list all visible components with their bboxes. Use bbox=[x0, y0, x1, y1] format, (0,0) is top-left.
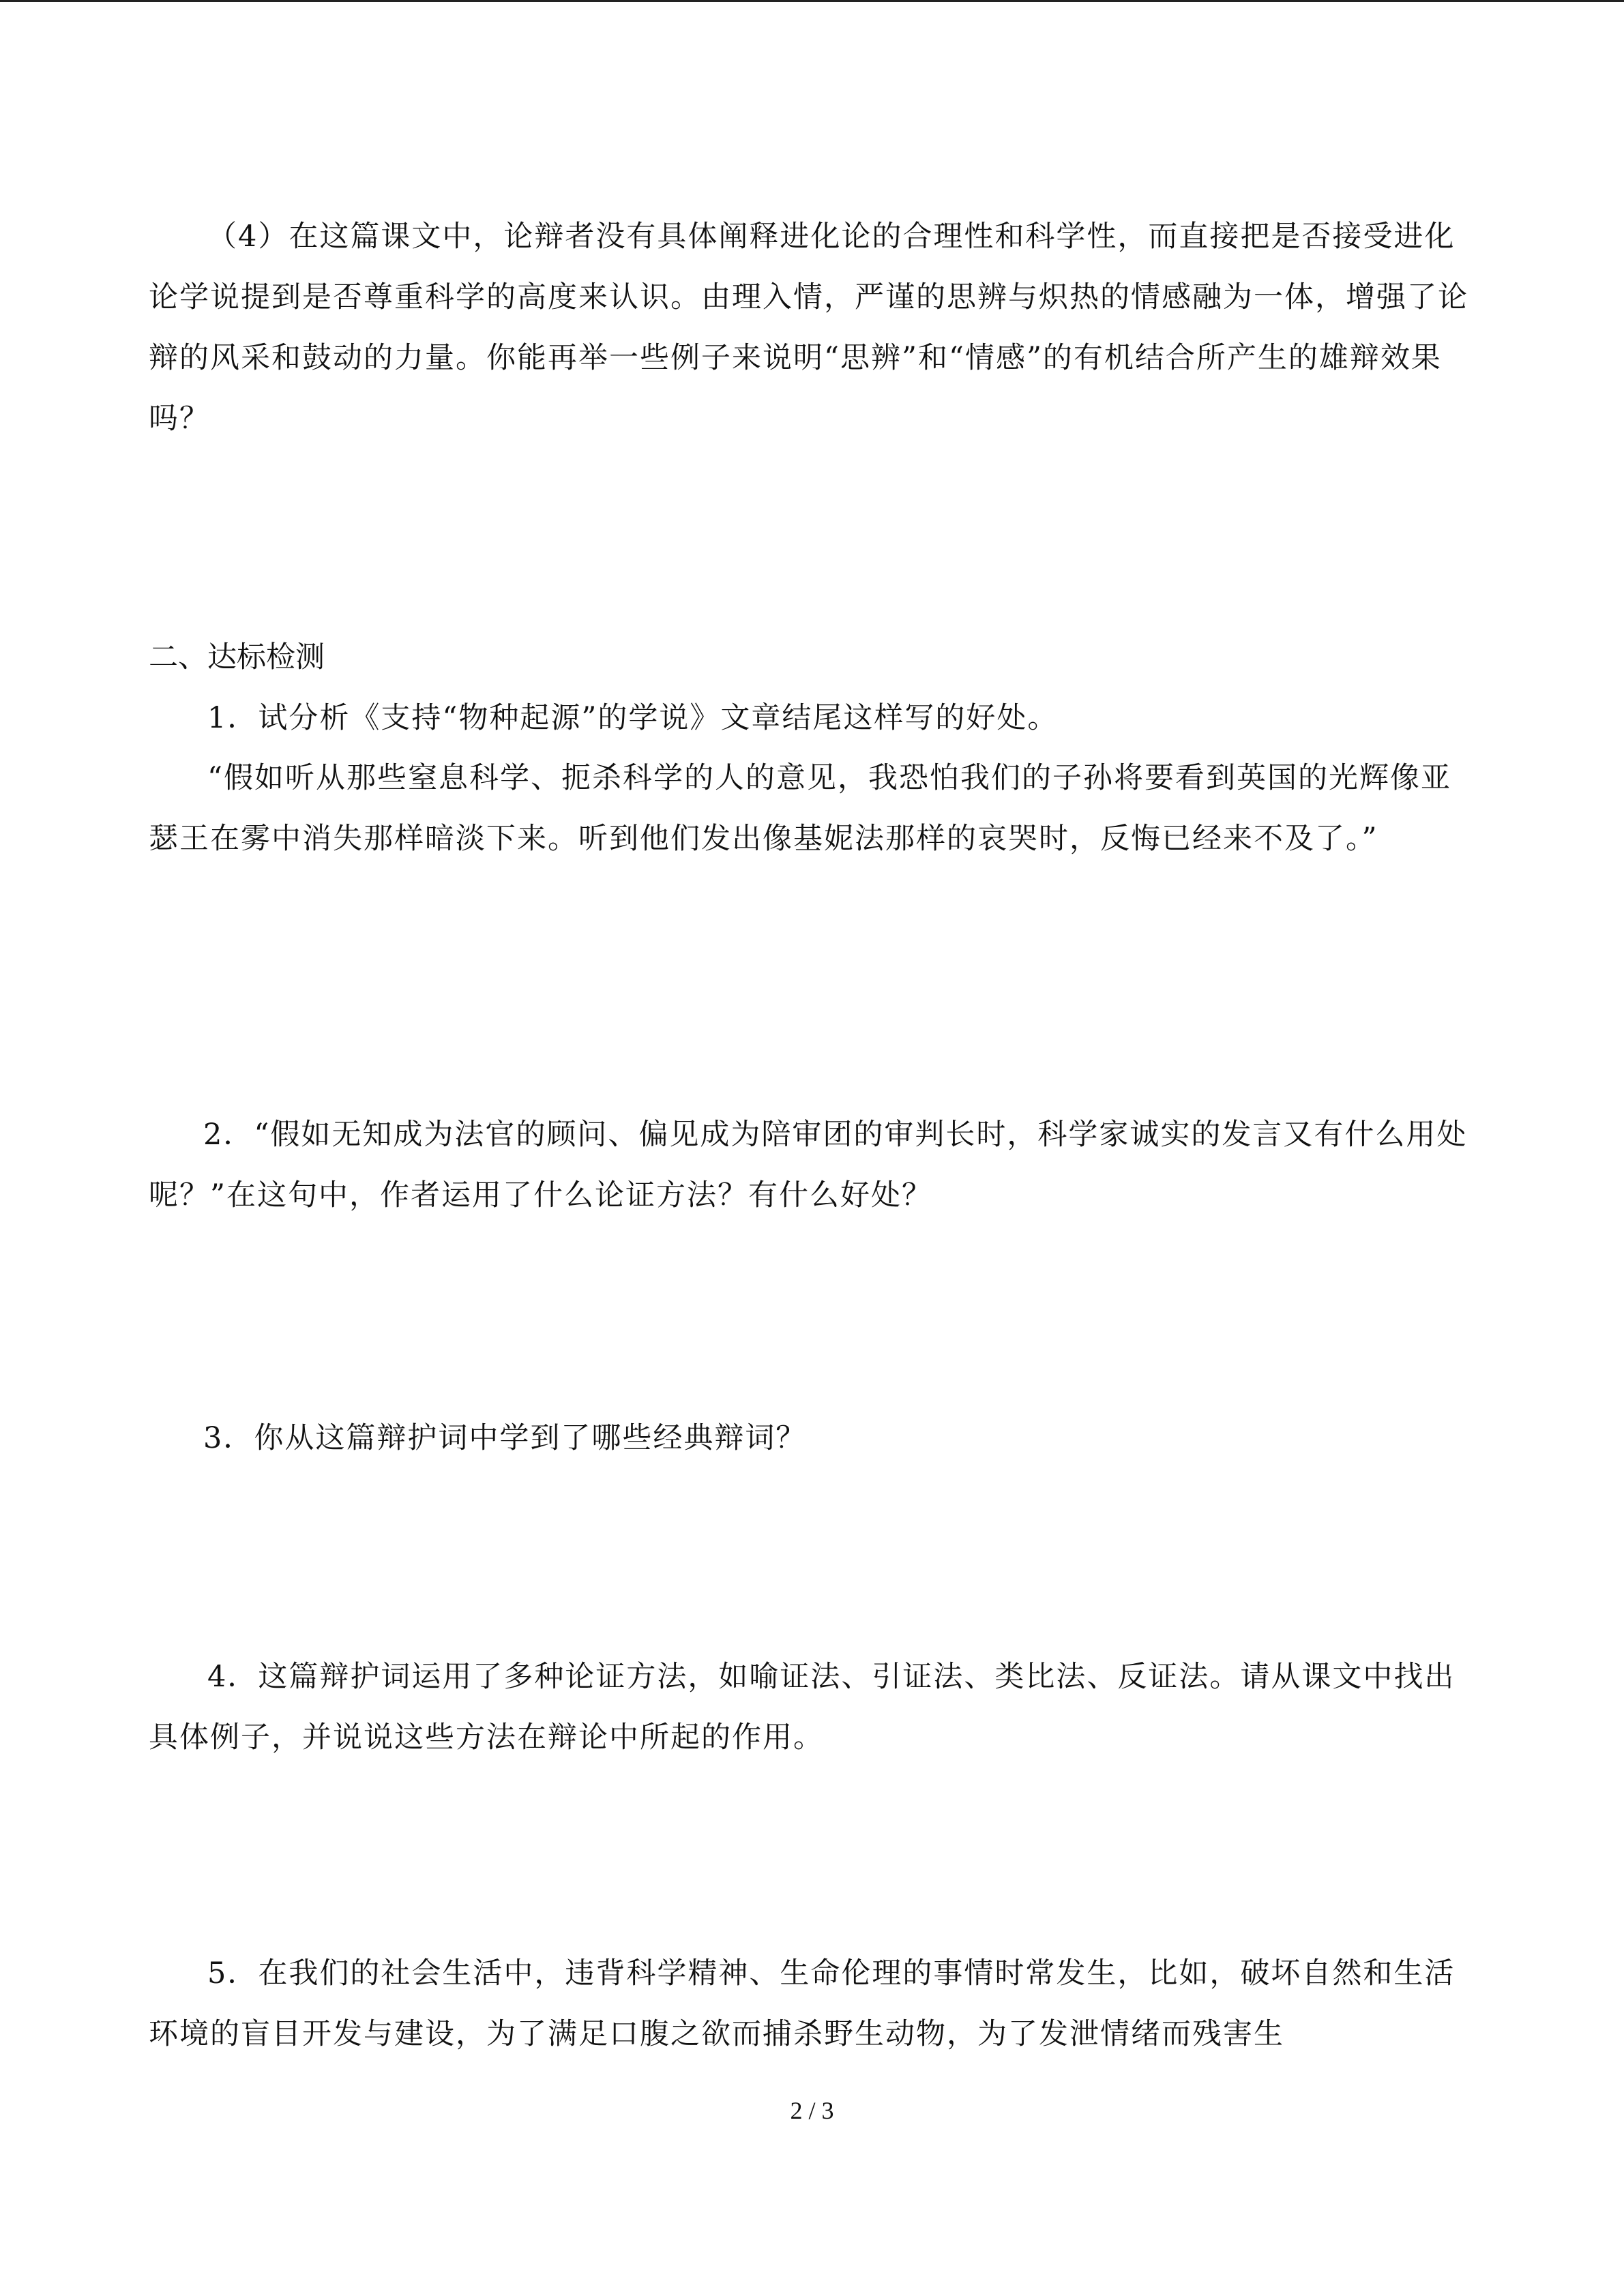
exercise-4: 4．这篇辩护词运用了多种论证方法，如喻证法、引证法、类比法、反证法。请从课文中找出具体例子，并说说这些方法在辩论中所起的作用。 bbox=[149, 1660, 1456, 1755]
question-4-paragraph: （4）在这篇课文中，论辩者没有具体阐释进化论的合理性和科学性，而直接把是否接受进化论学说提到是否尊重科学的高度来认识。由理入情，严谨的思辨与炽热的情感融为一体，增强了论辩的风采和鼓动的力量。你能再举一些例子来说明“思辨”和“情感”的有机结合所产生的雄辩效果吗？ bbox=[149, 220, 1468, 436]
page-number: 2 / 3 bbox=[790, 2097, 834, 2124]
section-heading: 二、达标检测 bbox=[149, 640, 325, 674]
exercise-2: 2．“假如无知成为法官的顾问、偏见成为陪审团的审判长时，科学家诚实的发言又有什么用处呢？”在这句中，作者运用了什么论证方法？有什么好处？ bbox=[149, 1118, 1468, 1212]
exercise-1-quote: “假如听从那些窒息科学、扼杀科学的人的意见，我恐怕我们的子孙将要看到英国的光辉像亚瑟王在雾中消失那样暗淡下来。听到他们发出像基妮法那样的哀哭时，反悔已经来不及了。” bbox=[149, 761, 1451, 856]
exercise-3: 3．你从这篇辩护词中学到了哪些经典辩词？ bbox=[203, 1421, 807, 1455]
exercise-1: 1．试分析《支持“物种起源”的学说》文章结尾这样写的好处。 bbox=[207, 701, 1059, 735]
exercise-5: 5．在我们的社会生活中，违背科学精神、生命伦理的事情时常发生，比如，破坏自然和生活环境的盲目开发与建设，为了满足口腹之欲而捕杀野生动物，为了发泄情绪而残害生 bbox=[149, 1956, 1456, 2051]
